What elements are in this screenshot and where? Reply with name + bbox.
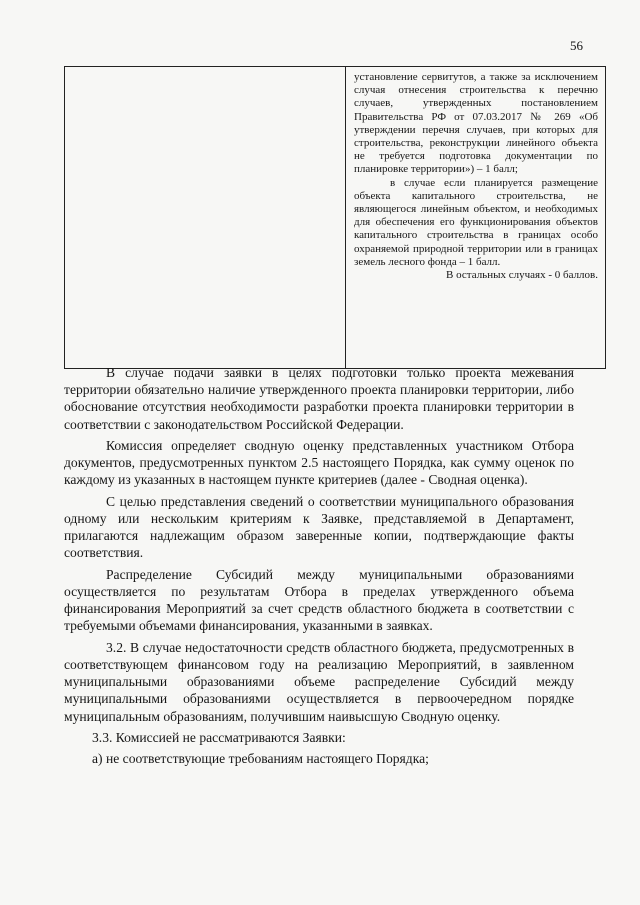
table-column-divider bbox=[345, 67, 346, 368]
body-paragraph-1: В случае подачи заявки в целях подготовки только проекта межевания территории обязательно наличие утвержденного проекта планировки территории, либо обоснование отсутствия необходимости разработки проекта планировки территории в соответствии с законодательством Российской Федерации. bbox=[64, 365, 574, 432]
table-cell-paragraph-1: установление сервитутов, а также за исключением случая отнесения строительства к перечню случаев, утвержденных постановлением Правительства РФ от 07.03.2017 № 269 «Об утверждении перечня случаев, при которых для строительства, реконструкции линейного объекта не требуется подготовка документации по планировке территории») – 1 балл; bbox=[354, 71, 598, 176]
body-paragraph-4: Распределение Субсидий между муниципальными образованиями осуществляется по результатам Отбора в пределах утвержденного объема финансирования Мероприятий за счет средств областного бюджета в соответствии с требуемыми объемами финансирования, указанными в заявках. bbox=[64, 566, 574, 634]
criteria-table bbox=[64, 66, 606, 369]
body-paragraph-2: Комиссия определяет сводную оценку представленных участником Отбора документов, предусмотренных пунктом 2.5 настоящего Порядка, как сумму оценок по каждому из указанных в настоящем пункте критериев (далее - Сводная оценка). bbox=[64, 438, 574, 488]
table-cell-paragraph-3: В остальных случаях - 0 баллов. bbox=[446, 269, 598, 282]
body-paragraph-7: а) не соответствующие требованиям настоящего Порядка; bbox=[92, 751, 429, 767]
document-body bbox=[64, 364, 574, 772]
body-paragraph-6: 3.3. Комиссией не рассматриваются Заявки: bbox=[92, 730, 346, 745]
table-cell-criteria-text bbox=[354, 71, 598, 282]
body-paragraph-5: 3.2. В случае недостаточности средств областного бюджета, предусмотренных в соответствующем финансовом году на реализацию Мероприятий, в заявленном муниципальными образованиями объеме распределение Субсидий между муниципальными образованиями осуществляется в первоочередном порядке муниципальным образованиям, получившим наивысшую Сводную оценку. bbox=[64, 639, 574, 724]
body-paragraph-3: С целью представления сведений о соответствии муниципального образования одному или нескольким критериям к Заявке, представляемой в Департамент, прилагаются надлежащим образом заверенные копии, подтверждающие факты соответствия. bbox=[64, 493, 574, 561]
page-number: 56 bbox=[570, 38, 583, 53]
table-cell-paragraph-2: в случае если планируется размещение объекта капитального строительства, не являющегося линейным объектом, и необходимых для обеспечения его функционирования объектов капитального строительства в границах особо охраняемой природной территории или в границах земель лесного фонда – 1 балл. bbox=[354, 176, 598, 268]
